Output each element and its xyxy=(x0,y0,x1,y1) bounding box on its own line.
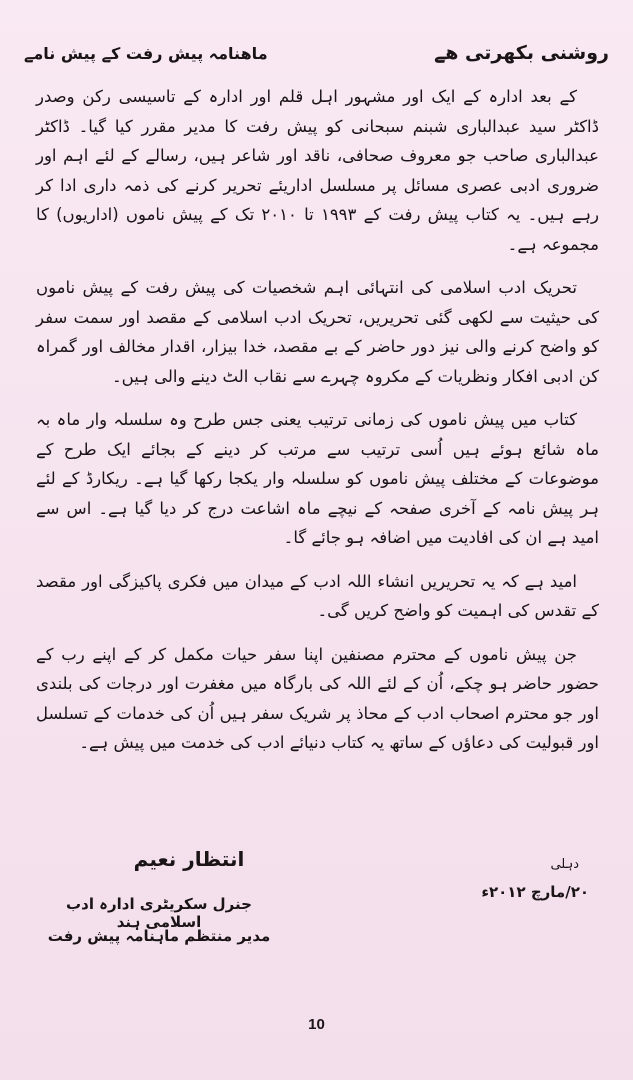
page-number: 10 xyxy=(308,1016,325,1033)
paragraph: جن پیش ناموں کے محترم مصنفین اپنا سفر حیات مکمل کر کے اپنے رب کے حضور حاضر ہو چکے، اُن کے لئے اللہ کی بارگاہ میں مغفرت اور درجات کی بلندی اور جو محترم اصحاب ادب کے محاذ پر شریک سفر ہیں اُن کی خدمات کے تسلسل اور قبولیت کی دعاؤں کے ساتھ یہ کتاب دنیائے ادب کی خدمت میں پیش ہے۔ xyxy=(36,644,599,752)
date: ۲۰/مارچ ۲۰۱۲ء xyxy=(481,883,589,901)
place: دہلی xyxy=(550,857,579,872)
paragraph: امید ہے کہ یہ تحریریں انشاء اللہ ادب کے میدان میں فکری پاکیزگی اور مقصد کے تقدس کی اہمیت کو واضح کریں گی۔ xyxy=(36,571,599,620)
paragraph: تحریک ادب اسلامی کی انتہائی اہم شخصیات کی پیش رفت کے پیش ناموں کی حیثیت سے لکھی گئی تحریریں، تحریک ادب اسلامی کے مقصد اور سمت سفر کو واضح کرنے والی نیز دور حاضر کے بے مقصد، خدا بیزار، اقدار مخالف اور گمراہ کن ادبی افکار ونظریات کے مکروہ چہرے سے نقاب الٹ دینے والی ہیں۔ xyxy=(36,278,599,386)
body-text xyxy=(36,82,599,772)
paragraph: کتاب میں پیش ناموں کی زمانی ترتیب یعنی جس طرح وہ سلسلہ وار ماہ بہ ماہ شائع ہوئے ہیں اُسی ترتیب سے مرتب کر دینے کے بجائے ایک طرح کے موضوعات کے مختلف پیش ناموں کو سلسلہ وار یکجا رکھا گیا ہے۔ ریکارڈ کے لئے ہر پیش نامہ کے آخری صفحہ کے نیچے ماہ اشاعت درج کر دیا گیا ہے۔ اس سے امید ہے ان کی افادیت میں اضافہ ہو جائے گا۔ xyxy=(36,410,599,547)
paragraph: کے بعد ادارہ کے ایک اور مشہور اہل قلم اور ادارہ کے تاسیسی رکن وصدر ڈاکٹر سید عبدالباری شبنم سبحانی کو پیش رفت کا مدیر مقرر کیا گیا۔ ڈاکٹر عبدالباری صاحب جو معروف صحافی، ناقد اور شاعر ہیں، رسالے کے لئے اہم اور ضروری ادبی عصری مسائل پر مسلسل اداریئے تحریر کرنے کی ذمہ داری ادا کر رہے ہیں۔ یہ کتاب پیش رفت کے ۱۹۹۳ تا ۲۰۱۰ تک کے پیش ناموں (اداریوں) کا مجموعہ ہے۔ xyxy=(36,87,599,254)
page-header xyxy=(24,36,609,70)
header-magazine-name: ماھنامہ پیش رفت کے پیش نامے xyxy=(24,43,268,63)
signature-block xyxy=(47,847,609,957)
author-title-line2: مدیر منتظم ماہنامہ پیش رفت xyxy=(47,927,271,945)
author-name: انتظار نعیم xyxy=(133,847,245,871)
author-title-line1: جنرل سکریٹری ادارہ ادب اسلامی ہند xyxy=(66,895,252,931)
header-title: روشنی بکھرتی ھے xyxy=(434,42,609,64)
